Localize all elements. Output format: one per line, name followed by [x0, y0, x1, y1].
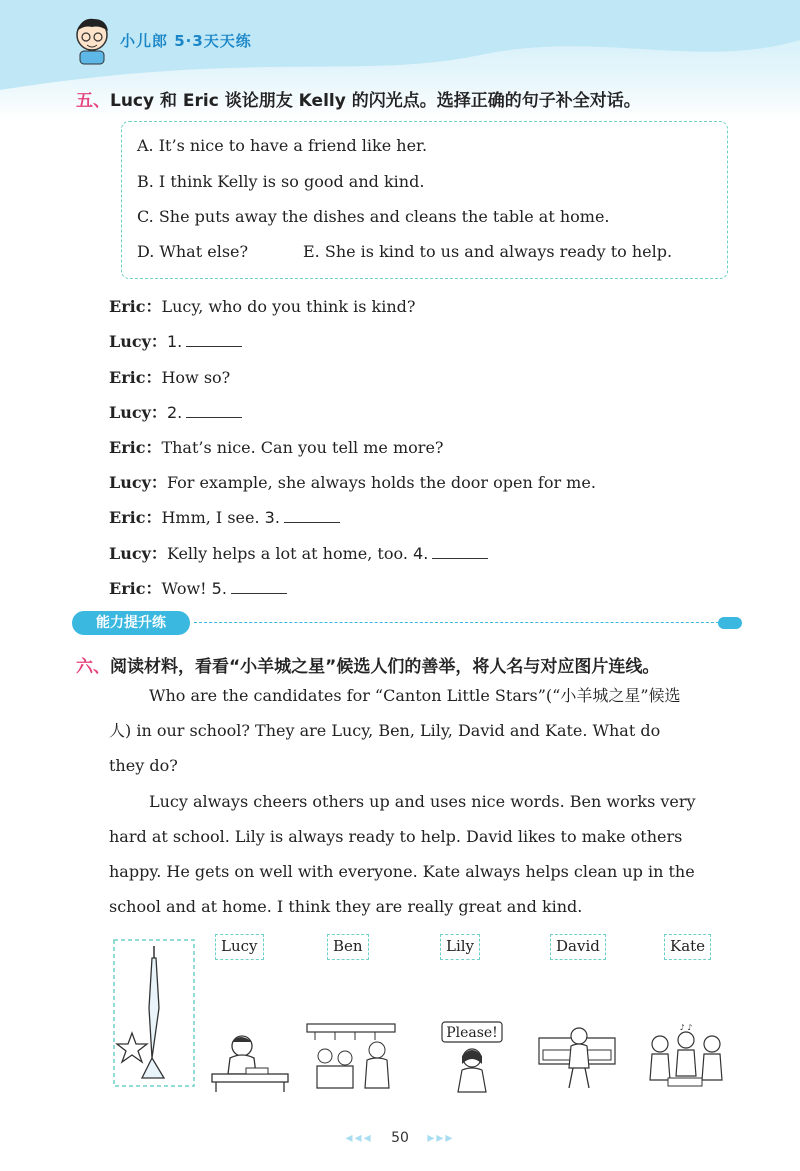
section6-heading: [76, 652, 659, 677]
dialogue-line: [109, 505, 340, 528]
speaker: Eric：: [109, 579, 162, 598]
line-text: For example, she always holds the door open for me.: [166, 473, 596, 492]
section5-number: 五、: [76, 91, 110, 111]
answer-blank-4[interactable]: [432, 544, 488, 559]
answer-blank-1[interactable]: [186, 332, 242, 347]
dialogue-line: [109, 329, 242, 352]
answer-blank-3[interactable]: [284, 508, 340, 523]
right-arrows-icon: ▸▸▸: [427, 1130, 455, 1146]
blank-number: 5.: [211, 579, 227, 598]
speaker: Lucy：: [109, 332, 167, 351]
name-tag-kate[interactable]: Kate: [664, 934, 711, 960]
dialogue-line: [109, 400, 242, 423]
speech-bubble-text: Please!: [446, 1025, 498, 1041]
line-text: Wow!: [161, 579, 207, 598]
dialogue-line: [109, 541, 488, 564]
speaker: Eric：: [109, 438, 162, 457]
canton-tower-icon: [112, 938, 196, 1088]
option-d: D. What else?: [137, 242, 249, 261]
option-c: C. She puts away the dishes and cleans the table at home.: [137, 207, 610, 226]
option-a: A. It’s nice to have a friend like her.: [137, 136, 428, 155]
pencil-icon: [718, 617, 742, 629]
ability-band: [72, 611, 742, 635]
left-arrows-icon: ◂◂◂: [345, 1130, 373, 1146]
speaker: Eric：: [109, 508, 162, 527]
name-tag-lily[interactable]: Lily: [440, 934, 480, 960]
blank-number: 3.: [264, 508, 280, 527]
line-text: Kelly helps a lot at home, too.: [166, 544, 408, 563]
please-girl-picture: [440, 1020, 506, 1094]
speaker: Lucy：: [109, 473, 167, 492]
line-text: Hmm, I see.: [161, 508, 260, 527]
paragraph-2: [109, 784, 741, 924]
svg-text:♪ ♪: ♪ ♪: [679, 1024, 693, 1032]
section5-title: Lucy 和 Eric 谈论朋友 Kelly 的闪光点。选择正确的句子补全对话。: [110, 91, 641, 111]
para-line: Lucy always cheers others up and uses nice words. Ben works very: [149, 792, 696, 811]
name-tag-lucy[interactable]: Lucy: [215, 934, 264, 960]
name-tag-david[interactable]: David: [550, 934, 606, 960]
band-divider: [194, 622, 734, 623]
band-label: 能力提升练: [72, 611, 190, 635]
dialogue-line: [109, 294, 415, 317]
para-line: school and at home. I think they are really great and kind.: [109, 897, 583, 916]
kate-friends-picture: [640, 1024, 732, 1092]
section6-title: 阅读材料，看看“小羊城之星”候选人们的善举，将人名与对应图片连线。: [110, 657, 660, 677]
studying-boy-picture: [210, 1028, 290, 1093]
line-text: How so?: [161, 368, 231, 387]
dialogue-line: [109, 435, 443, 458]
blank-number: 4.: [413, 544, 429, 563]
option-b: B. I think Kelly is so good and kind.: [137, 172, 425, 191]
speaker: Eric：: [109, 368, 162, 387]
para-line: 人) in our school? They are Lucy, Ben, Lily, David and Kate. What do: [109, 721, 661, 740]
section5-heading: [76, 86, 641, 111]
speaker: Lucy：: [109, 403, 167, 422]
para-line: happy. He gets on well with everyone. Kate always helps clean up in the: [109, 862, 695, 881]
dialogue-line: [109, 470, 596, 493]
option-e: E. She is kind to us and always ready to help.: [303, 242, 673, 261]
mascot-boy-icon: [70, 15, 114, 65]
page-number: 50: [391, 1130, 409, 1146]
para-line: hard at school. Lily is always ready to help. David likes to make others: [109, 827, 683, 846]
para-line: they do?: [109, 756, 178, 775]
dialogue-line: [109, 365, 230, 388]
speaker: Eric：: [109, 297, 162, 316]
blank-number: 2.: [166, 403, 183, 422]
answer-blank-2[interactable]: [186, 403, 242, 418]
name-tag-ben[interactable]: Ben: [327, 934, 369, 960]
section6-number: 六、: [76, 657, 110, 677]
dialogue-line: [109, 576, 287, 599]
line-text: That’s nice. Can you tell me more?: [161, 438, 444, 457]
line-text: Lucy, who do you think is kind?: [161, 297, 416, 316]
answer-blank-5[interactable]: [231, 579, 287, 594]
page-footer: [0, 1130, 800, 1146]
david-sofa-picture: [535, 1024, 619, 1092]
para-line: Who are the candidates for “Canton Little Stars”(“小羊城之星”候选: [149, 686, 681, 705]
speaker: Lucy：: [109, 544, 167, 563]
series-title: 小儿郎 5·3天天练: [120, 32, 252, 50]
paragraph-1: [109, 678, 741, 783]
blank-number: 1.: [166, 332, 183, 351]
bus-scene-picture: [305, 1022, 397, 1092]
